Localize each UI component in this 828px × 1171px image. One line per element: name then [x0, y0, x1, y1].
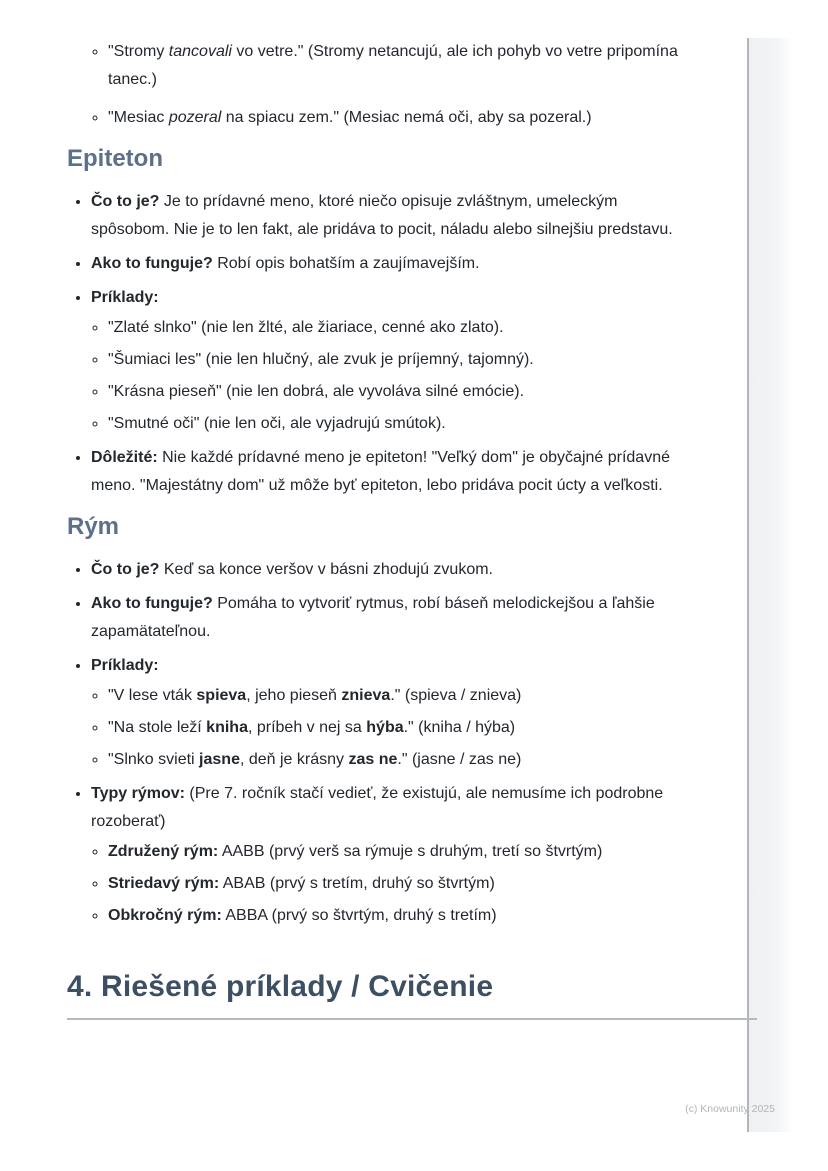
section-heading-solved-examples: 4. Riešené príklady / Cvičenie [67, 970, 494, 1003]
sub-list-item [108, 38, 691, 94]
list-item [91, 444, 691, 500]
text-segment: "Smutné oči" (nie len oči, ale vyjadrujú smútok). [108, 415, 446, 432]
text-segment: ABBA (prvý so štvrtým, druhý s tretím) [221, 907, 497, 924]
sub-list-item [108, 378, 691, 406]
text-segment: vo vetre." (Stromy netancujú, ale ich pohyb vo vetre pripomína tanec.) [108, 43, 678, 88]
text-segment: Je to prídavné meno, ktoré niečo opisuje zvláštnym, umeleckým spôsobom. Nie je to len fakt, ale pridáva to pocit, náladu alebo silnejšiu predstavu. [91, 193, 673, 238]
text-segment: jasne [199, 751, 240, 768]
text-segment: ." (jasne / zas ne) [397, 751, 522, 768]
text-segment: , jeho pieseň [246, 687, 342, 704]
text-segment: Dôležité: [91, 449, 158, 466]
list-item [91, 188, 691, 244]
text-segment: ." (spieva / znieva) [390, 687, 522, 704]
text-segment: "Zlaté slnko" (nie len žlté, ale žiariace, cenné ako zlato). [108, 319, 504, 336]
text-segment: ABAB (prvý s tretím, druhý so štvrtým) [219, 875, 495, 892]
text-segment: "Stromy [108, 43, 169, 60]
text-segment: na spiacu zem." (Mesiac nemá oči, aby sa pozeral.) [221, 109, 592, 126]
section-rym [67, 512, 691, 930]
epiteton-bullet-list [67, 188, 691, 500]
text-segment: (Pre 7. ročník stačí vedieť, že existujú, ale nemusíme ich podrobne rozoberať) [91, 785, 664, 830]
copyright-notice: (c) Knowunity 2025 [685, 1103, 775, 1115]
sub-list-item [108, 314, 691, 342]
sub-list-item [108, 870, 691, 898]
list-item [91, 250, 691, 278]
list-item [91, 590, 691, 646]
sub-list-item [108, 714, 691, 742]
text-segment: Keď sa konce veršov v básni zhodujú zvukom. [159, 561, 493, 578]
list-item [91, 780, 691, 930]
text-segment: Združený rým: [108, 843, 219, 860]
text-segment: "Mesiac [108, 109, 169, 126]
rym-bullet-list [67, 556, 691, 930]
text-segment: Pomáha to vytvoriť rytmus, robí báseň melodickejšou a ľahšie zapamätateľnou. [91, 595, 655, 640]
sub-list-item [108, 104, 691, 132]
text-segment: Typy rýmov: [91, 785, 185, 802]
text-segment: Obkročný rým: [108, 907, 222, 924]
text-segment: kniha [206, 719, 248, 736]
sub-list-item [108, 346, 691, 374]
text-segment: ." (kniha / hýba) [403, 719, 516, 736]
section-divider [67, 1018, 757, 1020]
text-segment: Striedavý rým: [108, 875, 220, 892]
text-segment: "Krásna pieseň" (nie len dobrá, ale vyvoláva silné emócie). [108, 383, 525, 400]
text-segment: Čo to je? [91, 561, 160, 578]
text-segment: "Šumiaci les" (nie len hlučný, ale zvuk je príjemný, tajomný). [108, 351, 534, 368]
text-segment: "Na stole leží [108, 719, 207, 736]
sub-list [91, 682, 691, 774]
text-segment: tancovali [168, 43, 232, 60]
list-item [91, 556, 691, 584]
text-segment: Príklady: [91, 657, 159, 674]
text-segment: pozeral [168, 109, 222, 126]
sub-list-item [108, 838, 691, 866]
text-segment: spieva [196, 687, 247, 704]
text-segment: Ako to funguje? [91, 595, 213, 612]
text-segment: Robí opis bohatším a zaujímavejším. [212, 255, 480, 272]
sub-list [91, 838, 691, 930]
text-segment: , deň je krásny [239, 751, 349, 768]
text-segment: znieva [341, 687, 391, 704]
text-segment: zas ne [348, 751, 398, 768]
section-heading-rym: Rým [67, 513, 120, 540]
text-segment: , príbeh v nej sa [247, 719, 367, 736]
sub-list-item [108, 682, 691, 710]
text-segment: AABB (prvý verš sa rýmuje s druhým, tretí so štvrtým) [218, 843, 603, 860]
text-segment: "V lese vták [108, 687, 197, 704]
section-epiteton [67, 144, 691, 500]
list-item [91, 284, 691, 438]
text-segment: Príklady: [91, 289, 159, 306]
sub-list-item [108, 746, 691, 774]
text-segment: "Slnko svieti [108, 751, 200, 768]
continuation-sublist [67, 38, 691, 132]
text-segment: Ako to funguje? [91, 255, 213, 272]
sub-list-item [108, 902, 691, 930]
list-item [91, 652, 691, 774]
text-segment: Čo to je? [91, 193, 160, 210]
section-heading-epiteton: Epiteton [67, 145, 163, 172]
sub-list-item [108, 410, 691, 438]
sub-list [91, 314, 691, 438]
text-segment: hýba [366, 719, 404, 736]
text-segment: Nie každé prídavné meno je epiteton! "Veľký dom" je obyčajné prídavné meno. "Majestátny dom" už môže byť epiteton, lebo pridáva pocit úcty a veľkosti. [91, 449, 670, 494]
